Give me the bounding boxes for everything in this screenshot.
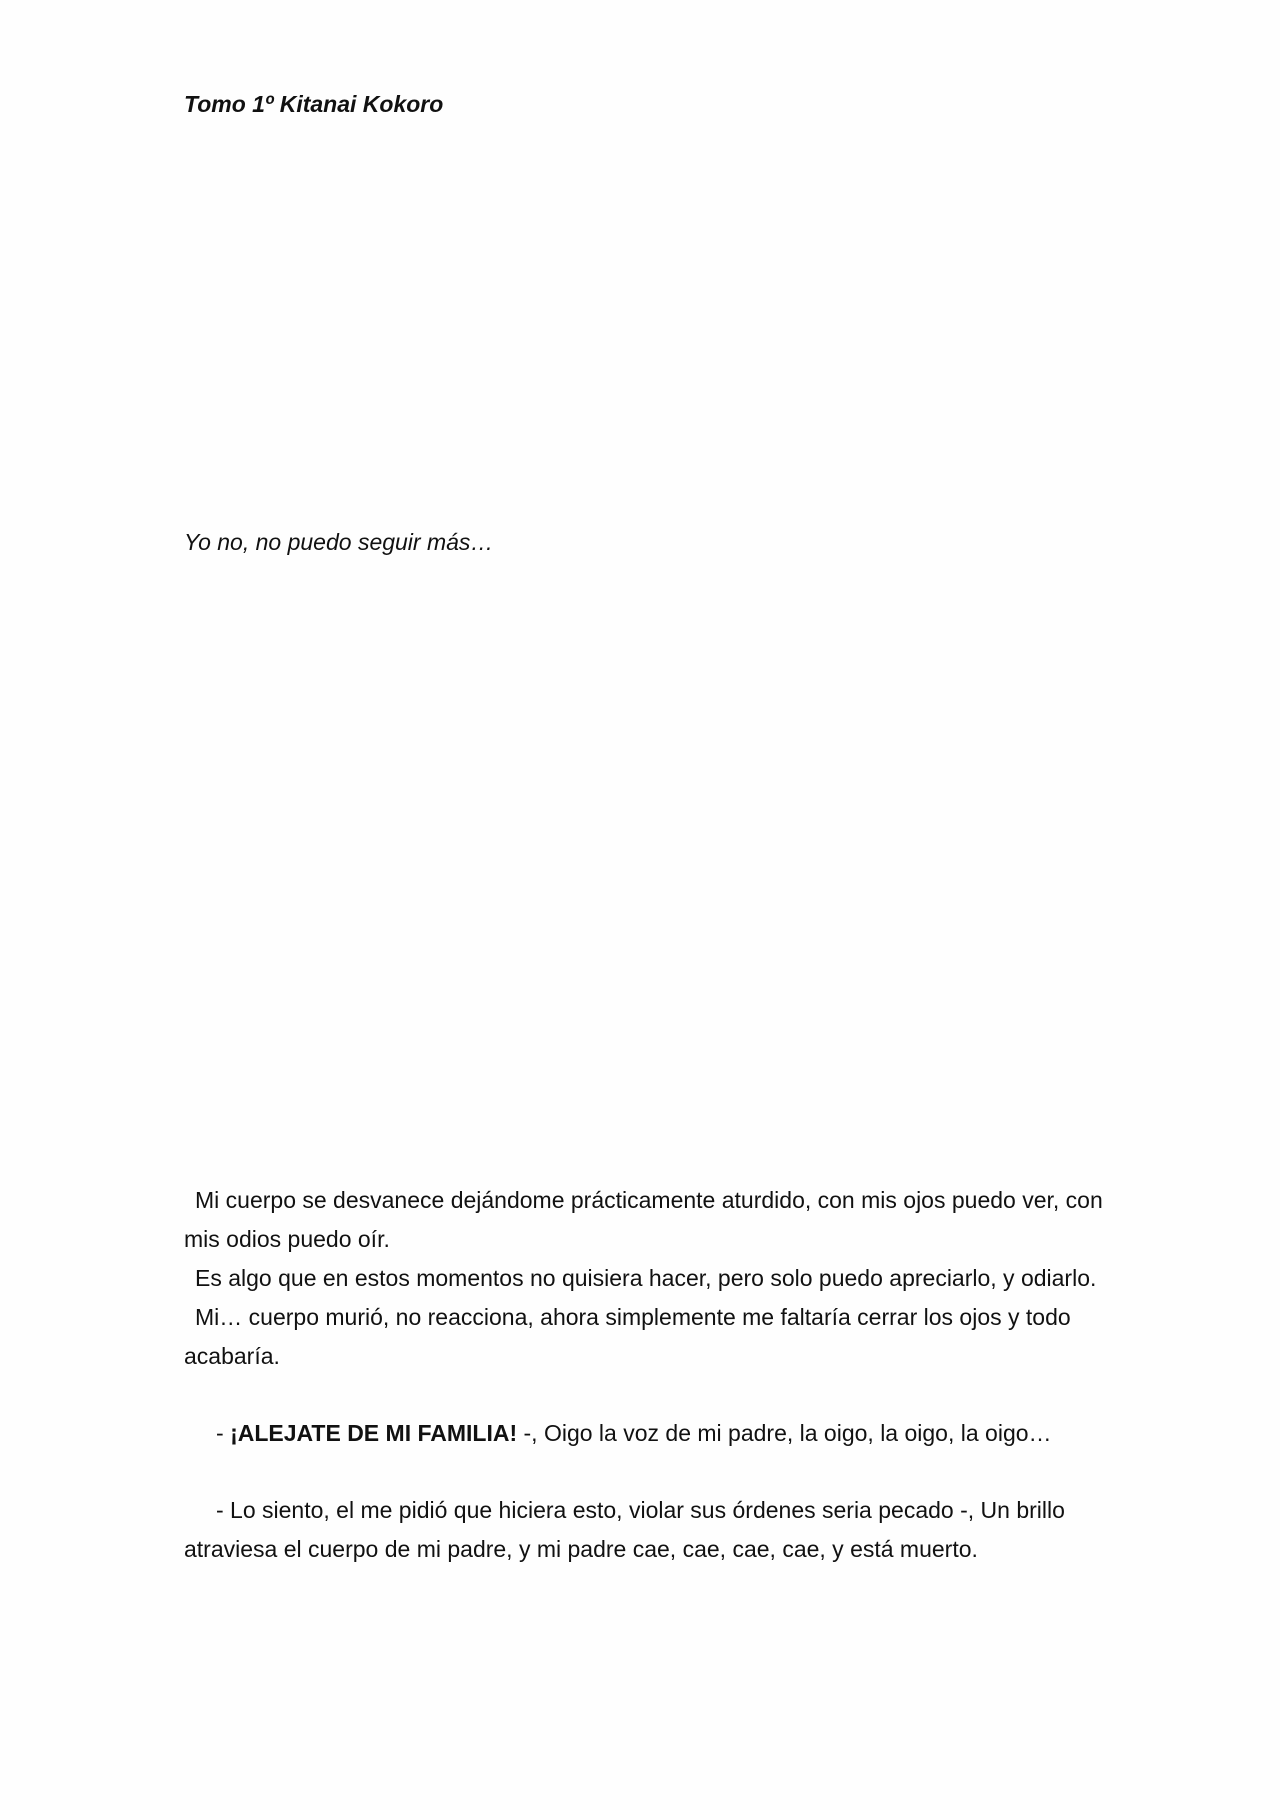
dialogue-1-rest: -, Oigo la voz de mi padre, la oigo, la oigo, la oigo…	[517, 1420, 1052, 1446]
dialogue-1-shout: ¡ALEJATE DE MI FAMILIA!	[230, 1420, 518, 1446]
paragraph-1: Mi cuerpo se desvanece dejándome prácticamente aturdido, con mis ojos puedo ver, con mis odios puedo oír.	[184, 1187, 1103, 1252]
body-text	[184, 1181, 1104, 1569]
epigraph: Yo no, no puedo seguir más…	[184, 529, 494, 555]
header-title: Tomo 1º Kitanai Kokoro	[184, 91, 444, 117]
dialogue-2: - Lo siento, el me pidió que hiciera esto, violar sus órdenes seria pecado -, Un brillo atraviesa el cuerpo de mi padre, y mi padre cae, cae, cae, cae, y está muerto.	[184, 1497, 1065, 1562]
paragraph-gap	[184, 1453, 1104, 1491]
dialogue-1-dash: -	[216, 1420, 231, 1446]
paragraph-gap	[184, 1376, 1104, 1414]
dialogue-1	[184, 1414, 1104, 1453]
paragraph-2: Es algo que en estos momentos no quisiera hacer, pero solo puedo apreciarlo, y odiarlo.	[195, 1265, 1097, 1291]
paragraph-3: Mi… cuerpo murió, no reacciona, ahora simplemente me faltaría cerrar los ojos y todo acabaría.	[184, 1304, 1071, 1369]
